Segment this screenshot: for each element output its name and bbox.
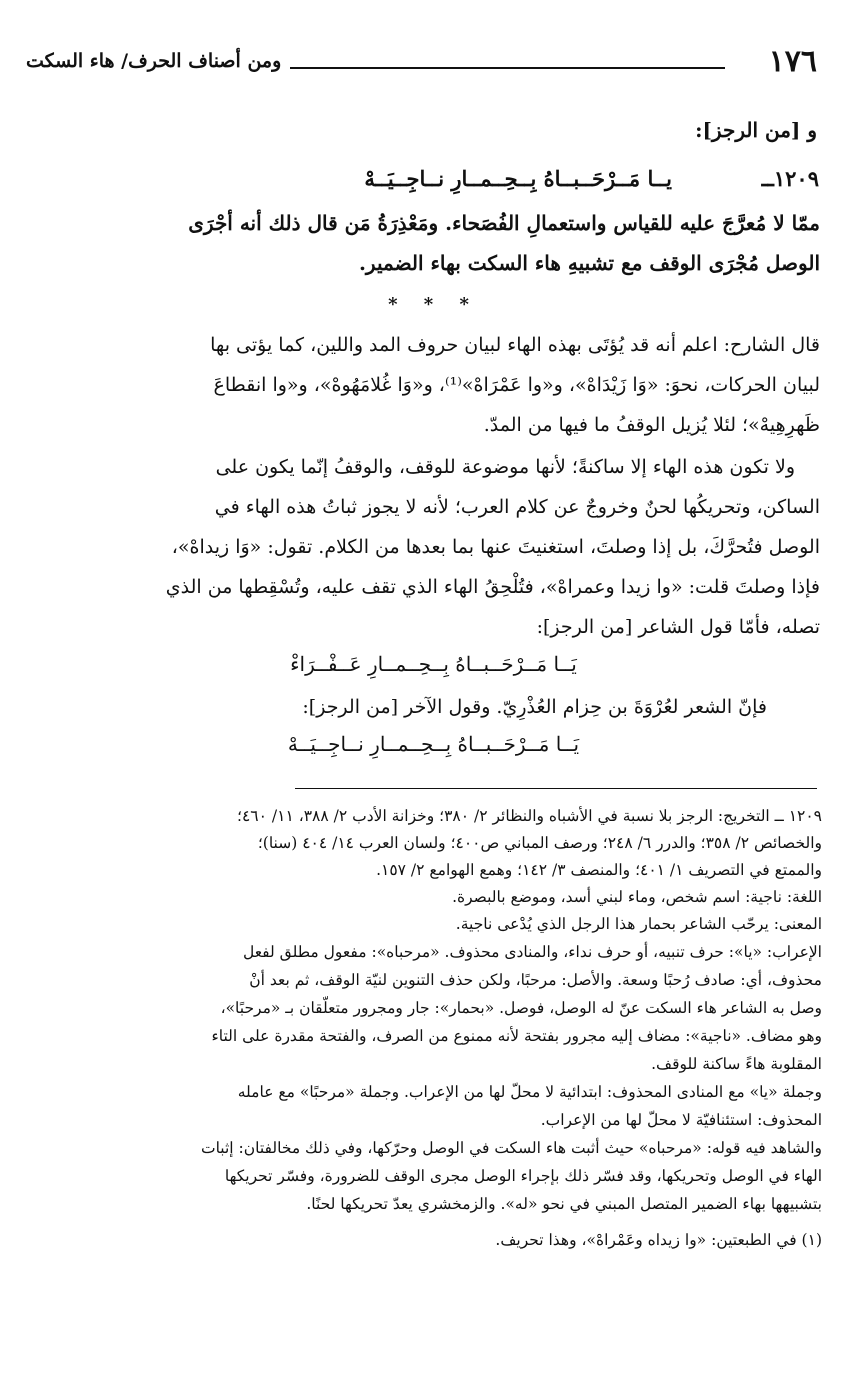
verse3: يَــا مَــرْحَــبــاهُ بِــحِــمــارِ نــاجِــيَــهْ	[287, 732, 580, 756]
para2-line-4: فإذا وصلتَ قلت: «وا زيدا وعمراهْ»، فتُلْحِقُ الهاء الذي تقف عليه، وتُسْقِطها من الذي	[165, 576, 820, 598]
footnote-line: وجملة «يا» مع المنادى المحذوف: ابتدائية لا محلّ لها من الإعراب. وجملة «مرحبًا» مع عامله	[237, 1083, 822, 1101]
section-separator: * * *	[388, 294, 479, 315]
footnote-line: وصل به الشاعر هاء السكت عنّ له الوصل، فوصل. «بحمار»: جار ومجرور متعلّقان بـ «مرحبًا»،	[220, 999, 822, 1017]
footnote-line: اللغة: ناجية: اسم شخص، وماء لبني أسد، وموضع بالبصرة.	[452, 888, 822, 906]
verse1-number: ١٢٠٩ــ	[761, 166, 819, 191]
bold-line-1: ممّا لا مُعرَّجَ عليه للقياس واستعمالِ الفُصَحاء. ومَعْذِرَةُ مَن قال ذلك أنه أجْرَى	[188, 211, 820, 235]
line-after-verse2: فإنّ الشعر لعُرْوَةَ بن حِزام العُذْرِيّ. وقول الآخر [من الرجز]:	[302, 696, 767, 718]
para1-line-1: قال الشارح: اعلم أنه قد يُؤتَى بهذه الهاء لبيان حروف المد واللين، كما يؤتى بها	[210, 334, 820, 356]
page-number: ١٧٦	[768, 44, 817, 79]
bold-line-2: الوصل مُجْرَى الوقف مع تشبيهِ هاء السكت بهاء الضمير.	[358, 251, 820, 275]
para1-line-2: لبيان الحركات، نحوَ: «وَا زَيْدَاهْ»، و«وا عَمْرَاهْ»⁽¹⁾، و«وَا غُلامَهُوهْ»، و«وا انقطاعَ	[213, 374, 820, 396]
footnote-line: المقلوبة هاءً ساكنة للوقف.	[651, 1055, 822, 1073]
para2-line-2: الساكن، وتحريكُها لحنٌ وخروجٌ عن كلام العرب؛ لأنه لا يجوز ثباتُ هذه الهاء في	[214, 496, 820, 518]
intro-line: و [من الرجز]:	[695, 118, 817, 142]
verse2: يَــا مَــرْحَــبــاهُ بِــحِــمــارِ عَــفْــرَاءْ	[290, 652, 577, 676]
footnote-line: الإعراب: «يا»: حرف تنبيه، أو حرف نداء، والمنادى محذوف. «مرحباه»: مفعول مطلق لفعل	[242, 943, 822, 961]
para2-line-5: تصله، فأمّا قول الشاعر [من الرجز]:	[536, 616, 820, 638]
header-rule	[290, 67, 725, 69]
footnote-rule	[295, 788, 817, 789]
footnote-line: والخصائص ٢/ ٣٥٨؛ والدرر ٦/ ٢٤٨؛ ورصف المباني ص٤٠٠؛ ولسان العرب ١٤/ ٤٠٤ (سنا)؛	[257, 834, 822, 852]
para1-line-3: ظَهرِهِيهْ»؛ لئلا يُزيل الوقفُ ما فيها من المدّ.	[483, 414, 820, 436]
footnote-line: (١) في الطبعتين: «وا زيداه وعَمْراهْ»، وهذا تحريف.	[495, 1231, 822, 1249]
running-head: ومن أصناف الحرف/ هاء السكت	[26, 50, 282, 72]
footnote-line: والممتع في التصريف ١/ ٤٠١؛ والمنصف ٣/ ١٤٢؛ وهمع الهوامع ٢/ ١٥٧.	[376, 861, 822, 879]
footnote-line: الهاء في الوصل وتحريكها، وقد فسّر ذلك بإجراء الوصل مجرى الوقف للضرورة، وفسّر تحريكها	[224, 1167, 822, 1185]
footnote-line: بتشبيهها بهاء الضمير المتصل المبني في نحو «له». والزمخشري يعدّ تحريكها لحنًا.	[306, 1195, 822, 1213]
footnote-line: ١٢٠٩ ــ التخريج: الرجز بلا نسبة في الأشباه والنظائر ٢/ ٣٨٠؛ وخزانة الأدب ٢/ ٣٨٨، ١١/ ٤٦٠؛	[237, 807, 822, 825]
footnote-line: محذوف، أي: صادف رُحبًا وسعة. والأصل: مرحبًا، ولكن حذف التنوين لنيّة الوقف، ثم بعد أنْ	[249, 971, 822, 989]
footnote-line: والشاهد فيه قوله: «مرحباه» حيث أثبت هاء السكت في الوصل وحرّكها، وفي ذلك مخالفتان: إثبات	[200, 1139, 822, 1157]
footnote-line: وهو مضاف. «ناجية»: مضاف إليه مجرور بفتحة لأنه ممنوع من الصرف، والفتحة مقدرة على التاء	[211, 1027, 822, 1045]
para2-line-1: ولا تكون هذه الهاء إلا ساكنةً؛ لأنها موضوعة للوقف، والوقفُ إنّما يكون على	[215, 456, 795, 478]
verse1: يــا مَــرْحَــبــاهُ بِــحِــمــارِ نــاجِــيَــهْ	[364, 166, 672, 191]
footnote-line: المعنى: يرحّب الشاعر بحمار هذا الرجل الذي يُدْعى ناجية.	[455, 915, 822, 933]
footnote-line: المحذوف: استئنافيّة لا محلّ لها من الإعراب.	[540, 1111, 822, 1129]
para2-line-3: الوصل فتُحرَّكَ، بل إذا وصلتَ، استغنيتَ عنها بما بعدها من الكلام. تقول: «وَا زيداهْ»،	[171, 536, 820, 558]
